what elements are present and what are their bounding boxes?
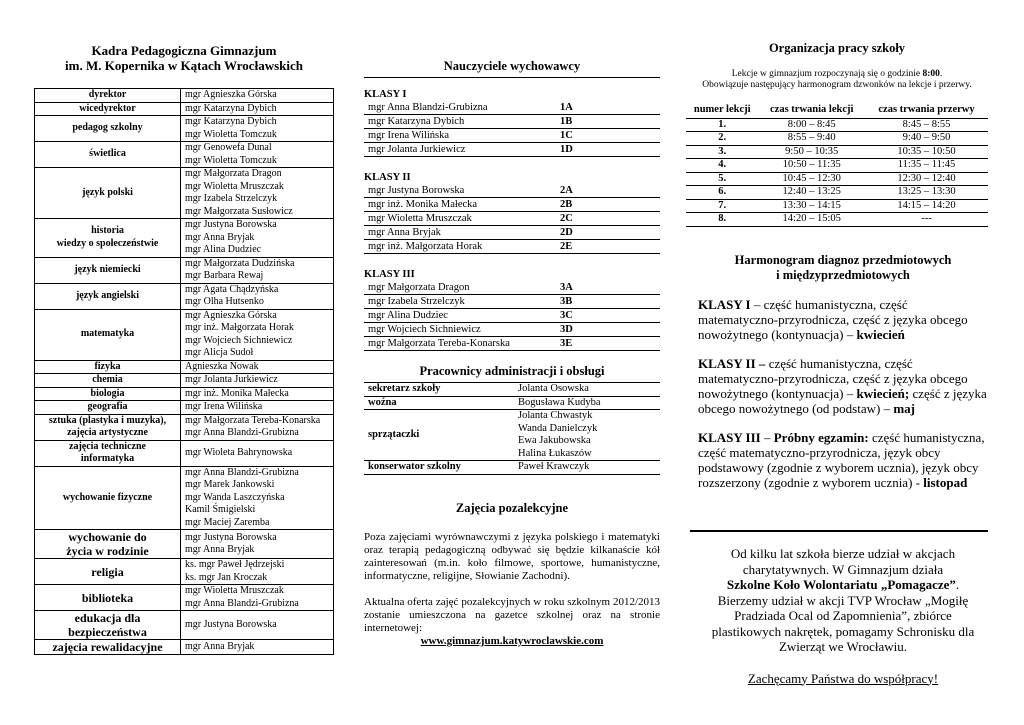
class-group-header: KLASY I [364,89,407,100]
staff-name: mgr Anna Bryjak [185,640,255,652]
section-divider [690,530,988,532]
staff-name: mgr Agata Chądzyńska [185,283,279,295]
staff-row [35,374,334,388]
staff-role: pedagog szkolny [35,116,181,142]
staff-names [181,142,334,168]
staff-name: mgr Małgorzata Dudzińska [185,257,295,269]
staff-row [35,640,334,655]
staff-table [34,88,334,655]
staff-row [35,559,334,585]
staff-row [35,585,334,611]
lesson-number: 5. [686,172,758,186]
diagnosis-klasy-1: KLASY I – część humanistyczna, część matematyczno-przyrodnicza, część z języka obcego nowożytnego (kontynuacja) – kwiecień [698,297,968,342]
staff-name: mgr Wioletta Tomczuk [185,154,277,166]
lesson-time: 10:45 – 12:30 [758,172,865,186]
staff-name: mgr Genowefa Dunal [185,142,272,153]
staff-role: język niemiecki [35,257,181,283]
schedule-row [686,172,988,186]
staff-name: mgr Anna Blandzi-Grubizna [185,466,299,478]
homeroom-row [364,101,660,115]
lesson-number: 2. [686,132,758,146]
staff-names [181,360,334,374]
staff-name: Agnieszka Nowak [185,360,259,372]
staff-name: mgr Anna Blandzi-Grubizna [185,597,299,609]
staff-name: mgr Małgorzata Dragon [185,168,282,179]
staff-name: mgr Maciej Zaremba [185,516,270,528]
offer-paragraph: Aktualna oferta zajęć pozalekcyjnych w roku szkolnym 2012/2013 zostanie umieszczona na gazetce szkolnej oraz na stronie internetowej: [364,596,660,634]
break-time: 11:35 – 11:45 [865,159,988,173]
staff-role: edukacja dla bezpieczeństwa [35,611,181,640]
class-code: 1B [556,115,660,129]
schedule-row [686,199,988,213]
staff-role: religia [35,559,181,585]
class-code: 3E [556,337,660,351]
staff-names [181,559,334,585]
staff-name: mgr Agnieszka Górska [185,309,277,321]
homeroom-teacher: mgr inż. Małgorzata Horak [364,240,556,254]
staff-names [181,387,334,401]
staff-role: język angielski [35,283,181,309]
staff-row [35,414,334,440]
admin-table [364,383,660,475]
admin-name: Halina Łukaszów [518,447,592,459]
admin-role: woźna [364,396,514,410]
staff-role: język polski [35,168,181,219]
admin-names [514,396,660,410]
staff-row [35,102,334,116]
class-group-table [364,281,660,351]
homeroom-teacher: mgr Wioletta Mruszczak [364,212,556,226]
break-time: 9:40 – 9:50 [865,132,988,146]
class-code: 2A [556,184,660,198]
staff-row [35,401,334,415]
staff-names [181,116,334,142]
class-code: 3D [556,323,660,337]
staff-row [35,360,334,374]
lesson-number: 8. [686,213,758,227]
staff-name: mgr Katarzyna Dybich [185,116,277,127]
website-link[interactable]: www.gimnazjum.katywroclawskie.com [420,635,604,647]
schedule-row [686,159,988,173]
homeroom-row [364,226,660,240]
staff-name: mgr Małgorzata Tereba-Konarska [185,414,321,426]
schedule-row [686,213,988,227]
staff-row [35,466,334,530]
class-group [364,268,660,351]
class-code: 2C [556,212,660,226]
staff-role: fizyka [35,360,181,374]
staff-row [35,219,334,258]
break-time: 14:15 – 14:20 [865,199,988,213]
staff-names [181,309,334,360]
staff-name: mgr Wioleta Bahrynowska [185,446,293,458]
staff-row [35,142,334,168]
staff-names [181,283,334,309]
homeroom-row [364,240,660,254]
staff-names [181,89,334,103]
staff-name: mgr Agnieszka Górska [185,89,277,100]
homeroom-teacher: mgr Małgorzata Dragon [364,281,556,295]
homeroom-row [364,295,660,309]
staff-name: mgr Wioletta Mruszczak [185,585,284,596]
admin-row [364,461,660,475]
staff-row [35,116,334,142]
admin-row [364,396,660,410]
break-time: 12:30 – 12:40 [865,172,988,186]
staff-name: mgr Wanda Laszczyńska [185,491,285,503]
homeroom-teacher: mgr Małgorzata Tereba-Konarska [364,337,556,351]
homeroom-row [364,337,660,351]
break-time: 13:25 – 13:30 [865,186,988,200]
diagnosis-section [698,253,988,490]
staff-name: mgr Olha Hutsenko [185,296,264,307]
bell-schedule-table [686,104,988,227]
class-code: 3A [556,281,660,295]
staff-names [181,374,334,388]
staff-row [35,257,334,283]
schedule-row [686,118,988,132]
class-code: 3C [556,309,660,323]
staff-title: Kadra Pedagogiczna Gimnazjum im. M. Kopernika w Kątach Wrocławskich [65,43,303,73]
staff-role: sztuka (plastyka i muzyka), zajęcia artystyczne [35,414,181,440]
lesson-time: 13:30 – 14:15 [758,199,865,213]
staff-name: mgr Wojciech Sichniewicz [185,334,293,346]
staff-row [35,530,334,559]
staff-names [181,640,334,655]
admin-name: Jolanta Osowska [518,383,589,394]
class-code: 2B [556,198,660,212]
class-group-header: KLASY II [364,172,411,183]
staff-name: mgr Anna Bryjak [185,544,255,555]
staff-names [181,530,334,559]
lesson-number: 7. [686,199,758,213]
staff-name: mgr inż. Monika Małecka [185,387,289,399]
class-code: 3B [556,295,660,309]
staff-row [35,387,334,401]
staff-names [181,585,334,611]
homeroom-row [364,129,660,143]
staff-name: mgr Justyna Borowska [185,219,277,230]
staff-name: Kamil Śmigielski [185,504,256,515]
staff-name: mgr Małgorzata Susłowicz [185,205,293,217]
homeroom-title: Nauczyciele wychowawcy [364,59,660,78]
lesson-time: 8:55 – 9:40 [758,132,865,146]
volunteer-club-name: Szkolne Koło Wolontariatu „Pomagacze” [726,577,956,592]
staff-name: mgr Jolanta Jurkiewicz [185,374,278,385]
staff-role: biblioteka [35,585,181,611]
staff-name: mgr Alicja Sudoł [185,347,254,358]
staff-role: chemia [35,374,181,388]
extracurricular-title: Zajęcia pozalekcyjne [455,501,569,515]
schedule-row [686,186,988,200]
homeroom-teacher: mgr Jolanta Jurkiewicz [364,143,556,157]
admin-row [364,383,660,396]
class-code: 1C [556,129,660,143]
org-title: Organizacja pracy szkoły [768,41,906,55]
class-group [364,171,660,254]
homeroom-teacher: mgr Anna Bryjak [364,226,556,240]
class-code: 1D [556,143,660,157]
staff-names [181,102,334,116]
class-group-header: KLASY III [364,269,415,280]
schedule-header: numer lekcji [686,104,758,118]
staff-role: wicedyrektor [35,102,181,116]
homeroom-teacher: mgr Katarzyna Dybich [364,115,556,129]
staff-role: wychowanie fizyczne [35,466,181,530]
staff-role: matematyka [35,309,181,360]
lesson-number: 1. [686,118,758,132]
lesson-time: 8:00 – 8:45 [758,118,865,132]
staff-name: mgr Anna Bryjak [185,231,255,243]
lesson-time: 10:50 – 11:35 [758,159,865,173]
staff-name: mgr Izabela Strzelczyk [185,193,278,204]
admin-role: sekretarz szkoły [364,383,514,396]
lesson-number: 6. [686,186,758,200]
admin-name: Paweł Krawczyk [518,461,590,472]
diagnosis-title: Harmonogram diagnoz przedmiotowych i międzyprzedmiotowych [734,253,952,282]
homeroom-row [364,309,660,323]
lesson-number: 3. [686,145,758,159]
staff-name: mgr Alina Dudziec [185,244,262,255]
staff-row [35,89,334,103]
closing-line: Zachęcamy Państwa do współpracy! [747,670,939,686]
staff-name: mgr Wioletta Tomczuk [185,128,277,140]
staff-row [35,309,334,360]
homeroom-row [364,115,660,129]
class-group-table [364,101,660,157]
staff-name: mgr Wioletta Mruszczak [185,180,284,192]
staff-role: biologia [35,387,181,401]
homeroom-row [364,323,660,337]
admin-name: Ewa Jakubowska [518,435,591,446]
staff-name: mgr Justyna Borowska [185,618,277,630]
staff-role: wychowanie do życia w rodzinie [35,530,181,559]
staff-names [181,414,334,440]
staff-name: mgr inż. Małgorzata Horak [185,322,294,333]
lesson-time: 9:50 – 10:35 [758,145,865,159]
class-code: 2E [556,240,660,254]
admin-name: Jolanta Chwastyk [518,410,593,421]
homeroom-teacher: mgr Wojciech Sichniewicz [364,323,556,337]
homeroom-teacher: mgr Anna Blandzi-Grubizna [364,101,556,115]
staff-name: mgr Marek Jankowski [185,479,275,490]
homeroom-teacher: mgr Irena Wilińska [364,129,556,143]
admin-section [364,364,660,475]
admin-name: Bogusława Kudyba [518,396,601,408]
homeroom-groups [364,88,660,351]
homeroom-teacher: mgr Izabela Strzelczyk [364,295,556,309]
admin-role: konserwator szkolny [364,461,514,475]
extracurricular-paragraph: Poza zajęciami wyrównawczymi z języka polskiego i matematyki oraz terapią pedagogiczną odbywać się będzie kilkanaście kół zainteresowań (m.in. koło filmowe, sportowe, humanistyczne, informatyczne, religijne, Słowianie Zachodni). [364,531,660,582]
schedule-header: czas trwania lekcji [758,104,865,118]
lesson-number: 4. [686,159,758,173]
admin-name: Wanda Danielczyk [518,422,598,434]
staff-names [181,168,334,219]
staff-row [35,440,334,466]
volunteer-actions: Bierzemy udział w akcji TVP Wrocław „Mogiłę Pradziada Ocal od Zapomnienia”, zbiórce plastikowych nakrętek, pomagamy Schronisku dla Zwierząt we Wrocławiu. [711,592,975,654]
break-time: 8:45 – 8:55 [865,118,988,132]
homeroom-teacher: mgr Alina Dudziec [364,309,556,323]
staff-names [181,611,334,640]
break-time: --- [865,213,988,227]
staff-role: historia wiedzy o społeczeństwie [35,219,181,258]
staff-names [181,219,334,258]
staff-row [35,611,334,640]
class-group [364,88,660,157]
lesson-time: 12:40 – 13:25 [758,186,865,200]
lesson-time: 14:20 – 15:05 [758,213,865,227]
schedule-row [686,132,988,146]
class-code: 1A [556,101,660,115]
staff-names [181,440,334,466]
diagnosis-klasy-3: KLASY III – Próbny egzamin: część humanistyczna, część matematyczno-przyrodnicza, język obcy podstawowy (zgodnie z wyborem ucznia), język obcy rozszerzony (zgodnie z wyborem ucznia) - listopad [698,430,985,490]
staff-role: zajęcia rewalidacyjne [35,640,181,655]
extracurricular-section [364,501,660,647]
diagnosis-klasy-2: KLASY II – część humanistyczna, część matematyczno-przyrodnicza, część z języka obcego nowożytnego (kontynuacja) – kwiecień; część z języka obcego nowożytnego (od podstaw) – maj [698,356,987,416]
admin-names [514,383,660,396]
class-code: 2D [556,226,660,240]
staff-name: mgr Barbara Rewaj [185,270,264,281]
homeroom-teacher: mgr Justyna Borowska [364,184,556,198]
admin-role: sprzątaczki [364,410,514,461]
staff-name: mgr Justyna Borowska [185,531,277,543]
admin-names [514,410,660,461]
staff-role: dyrektor [35,89,181,103]
schedule-header: czas trwania przerwy [865,104,988,118]
homeroom-row [364,184,660,198]
staff-role: geografia [35,401,181,415]
staff-row [35,283,334,309]
lessons-note: Lekcje w gimnazjum rozpoczynają się o godzinie 8:00. Obowiązuje następujący harmonogram dzwonków na lekcje i przerwy. [702,69,972,90]
staff-names [181,257,334,283]
schedule-row [686,145,988,159]
admin-title: Pracownicy administracji i obsługi [364,364,660,383]
staff-name: mgr Irena Wilińska [185,401,263,412]
staff-name: mgr Anna Blandzi-Grubizna [185,427,299,438]
staff-name: mgr Katarzyna Dybich [185,102,277,114]
class-group-table [364,184,660,254]
homeroom-row [364,212,660,226]
volunteer-section: Od kilku lat szkoła bierze udział w akcjach charytatywnych. W Gimnazjum działa Szkolne Koło Wolontariatu „Pomagacze”. Bierzemy udział w akcji TVP Wrocław „Mogiłę Pradziada Ocal od Zapomnienia”, zbiórce plastikowych nakrętek, pomagamy Schronisku dla Zwierząt we Wrocławiu. Zachęcamy Państwa do współpracy! [706,546,980,686]
staff-row [35,168,334,219]
homeroom-section [364,59,660,351]
admin-row [364,410,660,461]
staff-name: ks. mgr Paweł Jędrzejski [185,559,285,570]
homeroom-row [364,281,660,295]
staff-names [181,401,334,415]
homeroom-row [364,198,660,212]
admin-names [514,461,660,475]
staff-role: zajęcia techniczne informatyka [35,440,181,466]
staff-names [181,466,334,530]
staff-role: świetlica [35,142,181,168]
homeroom-row [364,143,660,157]
staff-name: ks. mgr Jan Kroczak [185,571,268,583]
break-time: 10:35 – 10:50 [865,145,988,159]
homeroom-teacher: mgr inż. Monika Małecka [364,198,556,212]
